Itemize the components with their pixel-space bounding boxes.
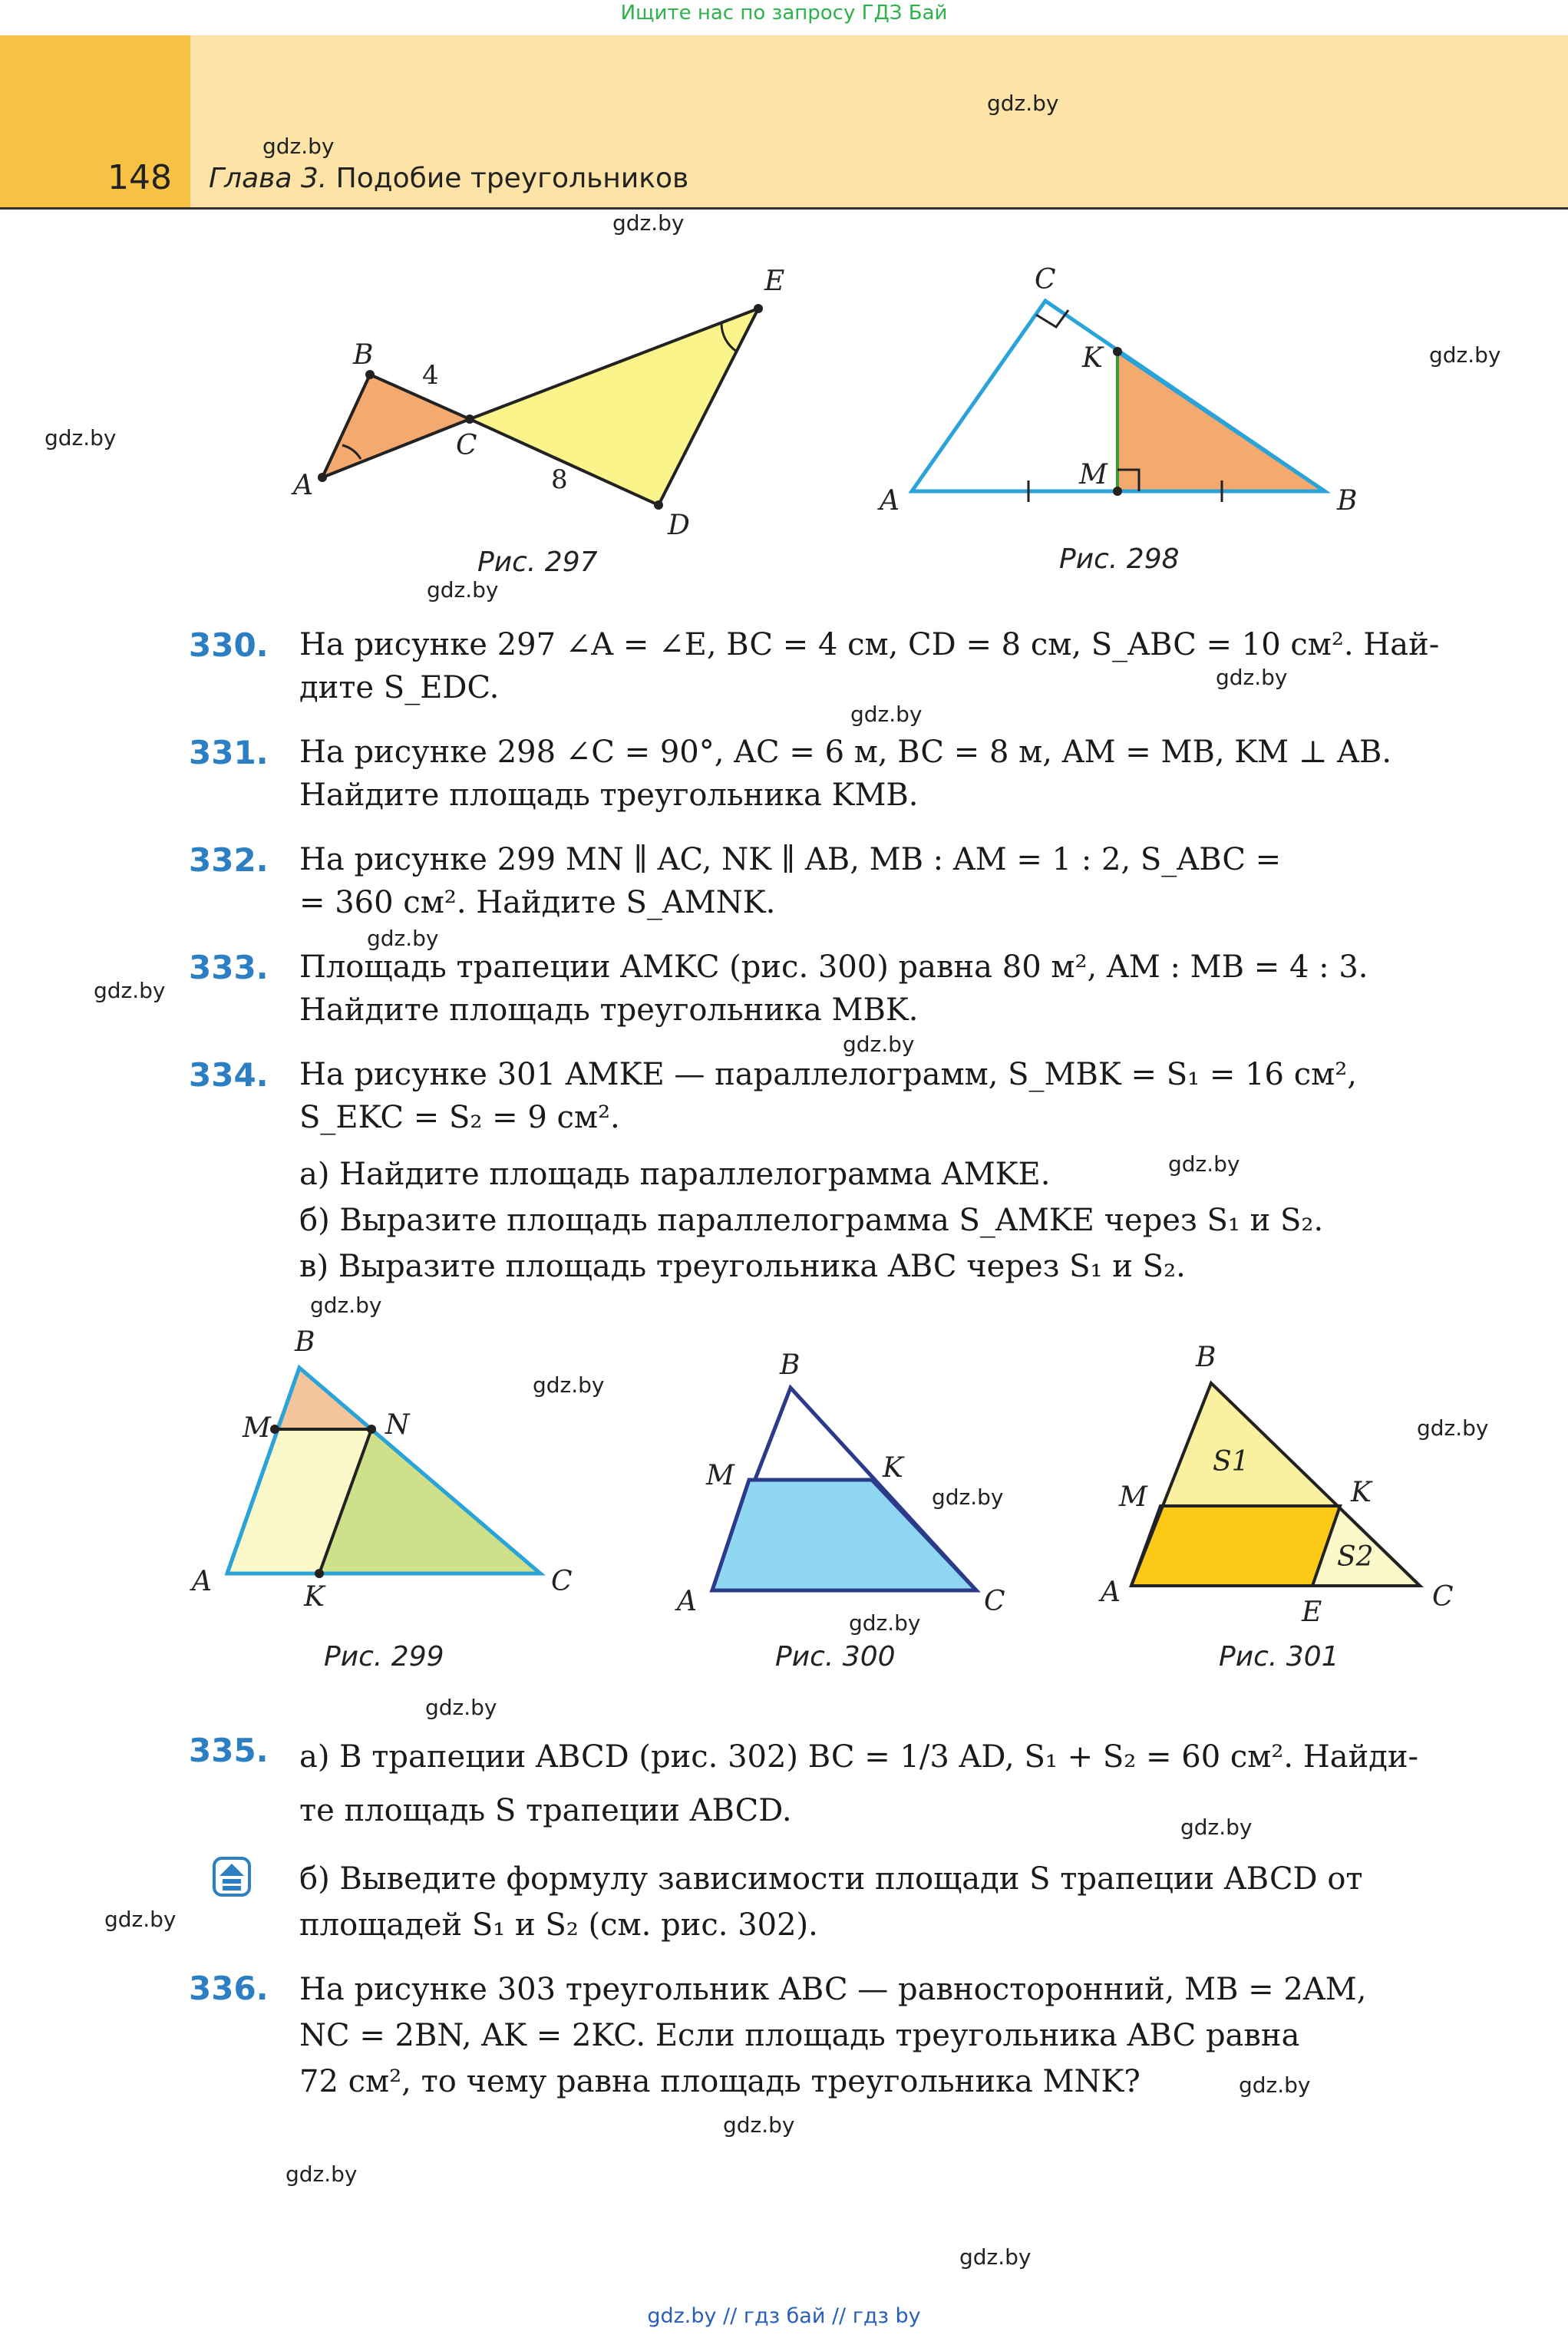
caption-300: Рис. 300 [775, 1641, 896, 1673]
page-number: 148 [107, 158, 172, 197]
figure-301 [1090, 1336, 1489, 1627]
watermark: gdz.by [723, 2112, 795, 2138]
chapter-title [209, 163, 688, 194]
caption-298: Рис. 298 [1059, 543, 1180, 575]
point-k [315, 1569, 324, 1578]
label-b: B [1337, 485, 1358, 517]
problem-336-line2: NC = 2BN, AK = 2KC. Если площадь треугольника ABC равна [299, 2018, 1300, 2053]
advanced-task-icon [212, 1856, 252, 1897]
caption-297: Рис. 297 [477, 547, 598, 578]
header-rule [0, 207, 1568, 210]
problem-335-b-line2: площадей S₁ и S₂ (см. рис. 302). [299, 1907, 818, 1943]
problem-336 [299, 1966, 1451, 2105]
problem-334-b: б) Выразите площадь параллелограмма S_AMKE через S₁ и S₂. [299, 1203, 1324, 1238]
problem-336-line1: На рисунке 303 треугольник ABC — равносторонний, MB = 2AM, [299, 1972, 1367, 2007]
point-k [1113, 347, 1122, 356]
label-b: B [780, 1349, 801, 1381]
label-b: B [1196, 1342, 1216, 1373]
problem-334-line2: S_EKC = S₂ = 9 см². [299, 1100, 620, 1135]
watermark: gdz.by [843, 1032, 915, 1057]
point-c [465, 414, 474, 424]
label-m: M [243, 1412, 271, 1444]
label-e: E [764, 266, 785, 297]
point-b [365, 370, 375, 379]
problem-335-b [299, 1856, 1451, 1948]
problem-332-line2: = 360 см². Найдите S_AMNK. [299, 885, 776, 920]
watermark: gdz.by [932, 1484, 1004, 1510]
label-s1: S1 [1213, 1446, 1249, 1478]
problem-335-a-line2: те площадь S трапеции ABCD. [299, 1793, 792, 1828]
point-m [1113, 487, 1122, 496]
problem-number-331: 331. [189, 734, 269, 771]
point-n [367, 1425, 376, 1434]
label-m: M [1079, 459, 1108, 490]
watermark: gdz.by [1168, 1151, 1240, 1177]
watermark: gdz.by [1417, 1415, 1489, 1441]
watermark: gdz.by [427, 577, 499, 603]
label-c: C [1035, 264, 1056, 296]
watermark: gdz.by [310, 1293, 382, 1318]
label-a: A [677, 1586, 697, 1617]
label-a: A [1101, 1577, 1121, 1608]
label-m: M [706, 1460, 734, 1491]
problem-number-334: 334. [189, 1056, 269, 1094]
label-n: N [385, 1409, 410, 1441]
label-a: A [880, 485, 900, 517]
problem-334-line1: На рисунке 301 AMKE — параллелограмм, S_MBK = S₁ = 16 см², [299, 1057, 1357, 1092]
label-c: C [984, 1586, 1005, 1617]
point-m [270, 1425, 279, 1434]
parallelogram-amke [1131, 1506, 1340, 1586]
label-k: K [883, 1452, 903, 1484]
caption-301: Рис. 301 [1219, 1641, 1339, 1673]
label-b: B [295, 1326, 315, 1358]
watermark: gdz.by [286, 2161, 358, 2187]
label-d: D [668, 510, 690, 541]
label-m: M [1119, 1481, 1147, 1513]
watermark: gdz.by [45, 425, 117, 451]
problem-333 [299, 946, 1451, 1032]
figure-300 [652, 1336, 1021, 1620]
problem-331-line1: На рисунке 298 ∠C = 90°, AC = 6 м, BC = 8 м, AM = MB, KM ⊥ AB. [299, 735, 1392, 770]
point-e [754, 304, 763, 313]
watermark: gdz.by [533, 1372, 605, 1398]
watermark: gdz.by [367, 926, 439, 951]
label-e: E [1302, 1597, 1322, 1627]
label-c: C [551, 1566, 573, 1597]
triangle-edc [470, 309, 758, 505]
figure-297 [276, 253, 814, 545]
problem-336-line3: 72 см², то чему равна площадь треугольника MNK? [299, 2064, 1141, 2099]
label-k: K [304, 1581, 325, 1612]
label-c: C [1432, 1581, 1454, 1613]
watermark: gdz.by [94, 978, 166, 1003]
watermark: gdz.by [1180, 1815, 1253, 1840]
point-d [654, 500, 663, 510]
caption-299: Рис. 299 [324, 1641, 444, 1673]
problem-number-333: 333. [189, 949, 269, 986]
problem-332-line1: На рисунке 299 MN ∥ AC, NK ∥ AB, MB : AM = 1 : 2, S_ABC = [299, 842, 1282, 877]
problem-332 [299, 838, 1451, 924]
problem-330-line2: дите S_EDC. [299, 670, 500, 705]
watermark: gdz.by [987, 91, 1059, 116]
label-a: A [293, 470, 313, 501]
point-a [318, 473, 327, 482]
label-b: B [353, 339, 374, 371]
chapter-prefix: Глава 3. [209, 163, 328, 194]
label-k: K [1082, 342, 1103, 374]
problem-number-336: 336. [189, 1970, 269, 2007]
watermark: gdz.by [104, 1907, 177, 1932]
label-c: C [456, 430, 477, 461]
watermark: gdz.by [262, 134, 335, 159]
problem-number-335: 335. [189, 1732, 269, 1769]
problem-333-line2: Найдите площадь треугольника MBK. [299, 992, 919, 1028]
triangle-abc [322, 375, 470, 477]
length-bc: 4 [422, 360, 439, 391]
problem-335-b-line1: б) Выведите формулу зависимости площади S трапеции ABCD от [299, 1861, 1363, 1897]
watermark: gdz.by [612, 210, 685, 236]
figure-299 [184, 1320, 599, 1612]
problem-331 [299, 731, 1451, 817]
watermark: gdz.by [959, 2244, 1032, 2270]
trapezoid-amkc [712, 1480, 976, 1590]
problem-334 [299, 1053, 1451, 1288]
problem-334-a: а) Найдите площадь параллелограмма AMKE. [299, 1157, 1051, 1192]
watermark: gdz.by [1239, 2072, 1311, 2098]
length-cd: 8 [551, 464, 568, 495]
watermark: gdz.by [1216, 665, 1288, 690]
chapter-name: Подобие треугольников [335, 163, 689, 194]
label-a: A [192, 1566, 212, 1597]
problem-334-c: в) Выразите площадь треугольника ABC через S₁ и S₂. [299, 1249, 1186, 1284]
problem-335-a-line1: а) В трапеции ABCD (рис. 302) BC = 1/3 AD, S₁ + S₂ = 60 см². Найди- [299, 1739, 1419, 1775]
problem-number-330: 330. [189, 626, 269, 664]
watermark: gdz.by [849, 1610, 921, 1636]
problem-333-line1: Площадь трапеции AMKC (рис. 300) равна 80 м², AM : MB = 4 : 3. [299, 949, 1368, 985]
label-k: K [1351, 1477, 1372, 1508]
footer-links: gdz.by // гдз бай // гдз by [647, 2304, 921, 2328]
problem-335 [299, 1730, 1451, 1838]
label-s2: S2 [1337, 1541, 1374, 1573]
watermark: gdz.by [850, 702, 923, 727]
top-note: Ищите нас по запросу ГДЗ Бай [620, 2, 948, 25]
problem-number-332: 332. [189, 841, 269, 879]
watermark: gdz.by [1429, 342, 1501, 368]
problem-330-line1: На рисунке 297 ∠A = ∠E, BC = 4 см, CD = 8 см, S_ABC = 10 см². Най- [299, 627, 1440, 662]
watermark: gdz.by [425, 1695, 497, 1720]
problem-331-line2: Найдите площадь треугольника KMB. [299, 778, 919, 813]
problem-330 [299, 623, 1451, 709]
figure-298 [867, 253, 1389, 530]
